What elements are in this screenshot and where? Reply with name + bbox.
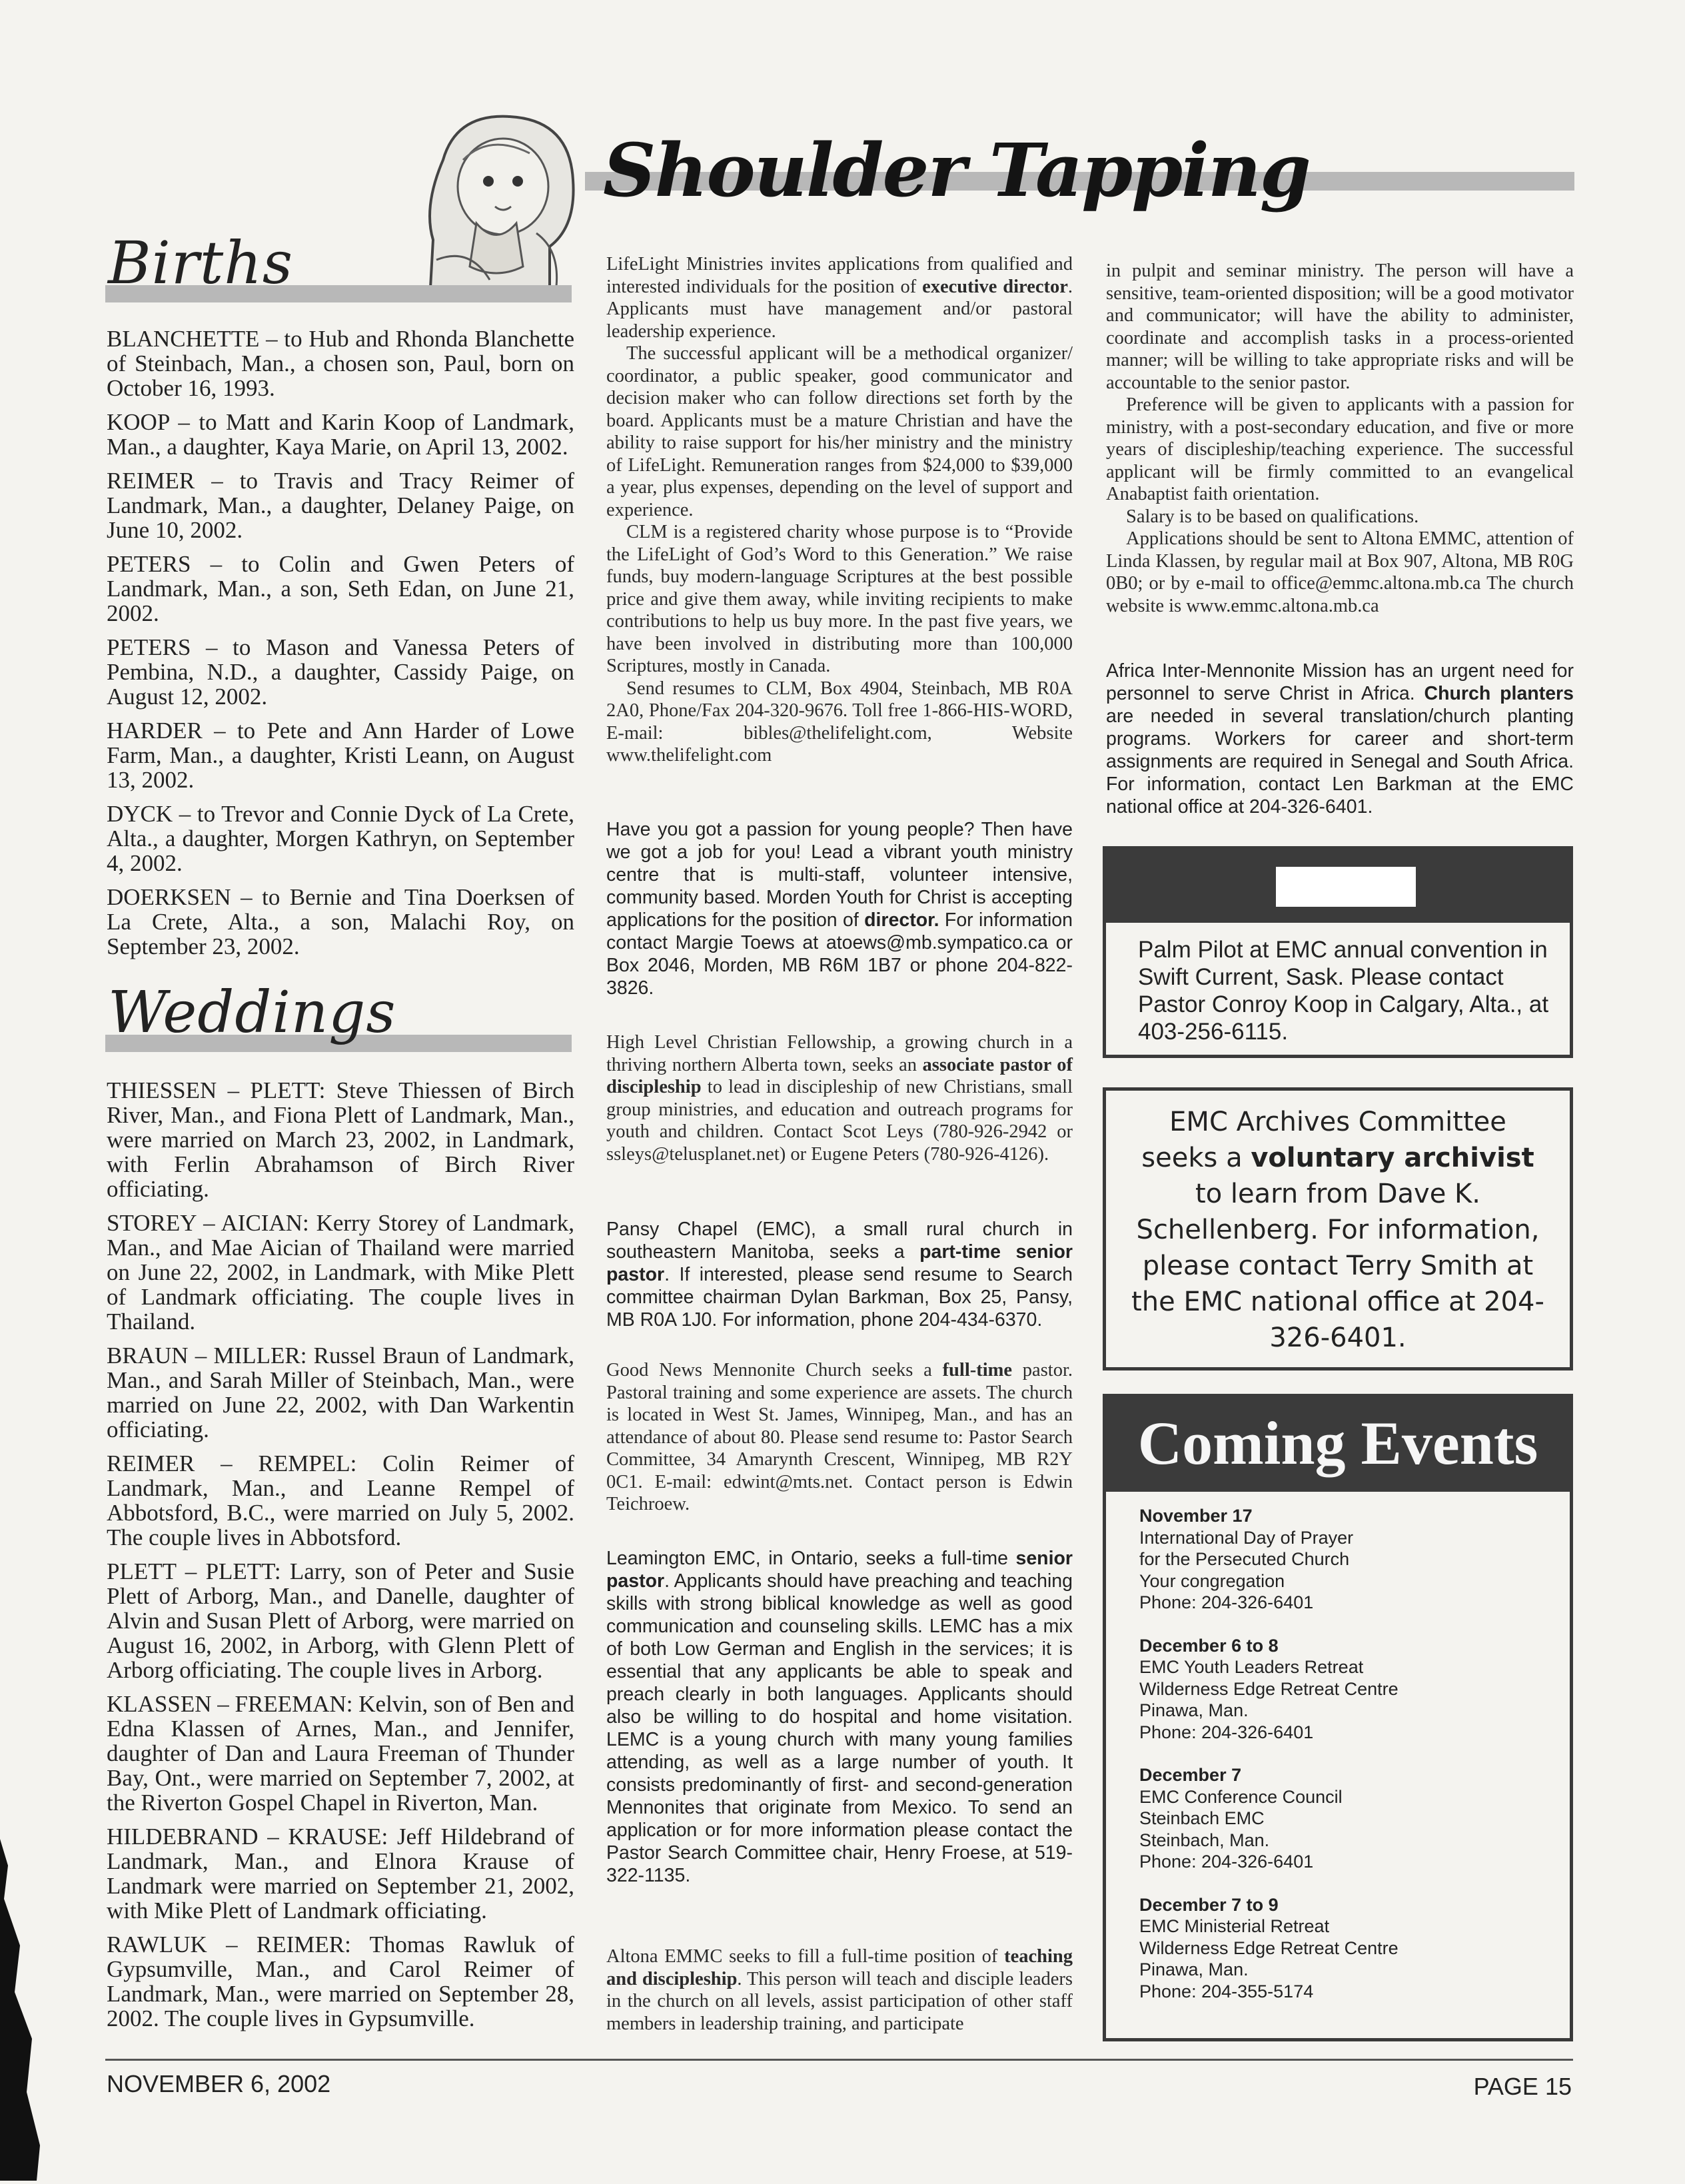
lifelight-text: CLM is a registered charity whose purpose is to “Provide the LifeLight of God’s Word to this Generation.” We raise funds, buy modern-language Scriptures at the best possible price and give them away, while inviting recipients to make contributions to help us buy more. In the past five years, we have been involved in distributing more than 100,000 Scriptures, mostly in Canada. bbox=[606, 522, 1073, 676]
pansy-ad bbox=[606, 1218, 1073, 1331]
altona-position: teaching and discipleship bbox=[606, 1946, 1073, 1989]
event-title: EMC Ministerial Retreat bbox=[1139, 1916, 1330, 1936]
event-date: November 17 bbox=[1139, 1506, 1253, 1526]
highlevel-ad bbox=[606, 1031, 1073, 1165]
weddings-list bbox=[107, 1078, 574, 2040]
altona-ad-continued bbox=[1106, 260, 1574, 617]
pansy-contact: . If interested, please send resume to Search committee chairman Dylan Barkman, Box 25, Pansy, MB R0A 1J0. For information, phone 204-434-6370. bbox=[606, 1264, 1073, 1331]
event-location: Pinawa, Man. bbox=[1139, 1700, 1249, 1720]
wedding-entry: BRAUN – MILLER: Russel Braun of Landmark, Man., and Sarah Miller of Steinbach, Man., were married on June 22, 2002, with Dan Warkentin officiating. bbox=[107, 1343, 574, 1442]
pansy-text: Pansy Chapel (EMC), a small rural church in southeastern Manitoba, seeks a bbox=[606, 1219, 1073, 1263]
event-item bbox=[1139, 1635, 1543, 1744]
event-title: EMC Youth Leaders Retreat bbox=[1139, 1657, 1364, 1677]
event-location: Pinawa, Man. bbox=[1139, 1959, 1249, 1979]
wedding-entry: THIESSEN – PLETT: Steve Thiessen of Birch River, Man., and Fiona Plett of Landmark, Man., were married on March 23, 2002, in Landmark, with Ferlin Abrahamson of Birch River officiating. bbox=[107, 1077, 574, 1202]
palm-pilot-box bbox=[1103, 846, 1573, 1058]
highlevel-position: associate pastor of discipleship bbox=[606, 1054, 1073, 1097]
goodnews-text: Good News Mennonite Church seeks a bbox=[606, 1360, 943, 1380]
event-date: December 7 to 9 bbox=[1139, 1894, 1279, 1915]
weddings-heading: Weddings bbox=[108, 979, 396, 1046]
wedding-entry: RAWLUK – REIMER: Thomas Rawluk of Gypsumville, Man., and Carol Reimer of Landmark, Man., were married on September 28, 2002. The couple lives in Gypsumville. bbox=[107, 1931, 574, 2031]
lifelight-text: LifeLight Ministries invites applications from qualified and interested individuals for the position of bbox=[606, 254, 1073, 297]
event-venue: Wilderness Edge Retreat Centre bbox=[1139, 1937, 1399, 1958]
morden-position: director. bbox=[864, 909, 939, 931]
morden-ad bbox=[606, 818, 1073, 999]
event-phone: Phone: 204-355-5174 bbox=[1139, 1981, 1314, 2001]
footer-rule bbox=[105, 2059, 1573, 2061]
birth-entry: BLANCHETTE – to Hub and Rhonda Blanchette of Steinbach, Man., a chosen son, Paul, born on October 16, 1993. bbox=[107, 326, 574, 401]
event-phone: Phone: 204-326-6401 bbox=[1139, 1722, 1314, 1742]
leamington-ad bbox=[606, 1547, 1073, 1887]
wedding-entry: HILDEBRAND – KRAUSE: Jeff Hildebrand of Landmark, Man., and Elnora Krause of Landmark were married on September 21, 2002, with Mike Plett of Landmark officiating. bbox=[107, 1824, 574, 1923]
archives-text bbox=[1130, 1104, 1546, 1356]
event-item bbox=[1139, 1505, 1543, 1614]
footer-date: NOVEMBER 6, 2002 bbox=[107, 2070, 331, 2097]
event-detail: for the Persecuted Church bbox=[1139, 1549, 1350, 1569]
lifelight-text: . Applicants must have management and/or pastoral leadership experience. bbox=[606, 276, 1073, 342]
morden-contact: For information contact Margie Toews at atoews@mb.sympatico.ca or Box 2046, Morden, MB R6M 1B7 or phone 204-822-3826. bbox=[606, 909, 1073, 999]
birth-entry: KOOP – to Matt and Karin Koop of Landmark, Man., a daughter, Kaya Marie, on April 13, 2002. bbox=[107, 409, 574, 460]
coming-events-banner bbox=[1106, 1397, 1570, 1492]
birth-entry: HARDER – to Pete and Ann Harder of Lowe Farm, Man., a daughter, Kristi Leann, on August 13, 2002. bbox=[107, 718, 574, 793]
leamington-position: senior pastor bbox=[606, 1548, 1073, 1592]
morden-text: Have you got a passion for young people? Then have we got a job for you! Lead a vibrant youth ministry centre that is multi-staff, volunteer intensive, community based. Morden Youth for Christ is accepting applications for the position of bbox=[606, 819, 1073, 931]
goodnews-position: full-time bbox=[942, 1360, 1013, 1380]
africa-text: Africa Inter-Mennonite Mission has an urgent need for personnel to serve Christ in Africa. bbox=[1106, 660, 1574, 704]
event-venue: Steinbach EMC bbox=[1139, 1808, 1265, 1828]
wedding-entry: PLETT – PLETT: Larry, son of Peter and Susie Plett of Arborg, Man., and Danelle, daughter of Alvin and Susan Plett of Arborg, were married on August 16, 2002, in Arborg, with Glenn Plett of Arborg officiating. The couple lives in Arborg. bbox=[107, 1558, 574, 1683]
lifelight-text: The successful applicant will be a methodical organizer/ coordinator, a public speaker, good communicator and decision maker who can follow directions set forth by the board. Applicants must be a mature Christian and have the ability to raise support for his/her ministry and the ministry of LifeLight. Remuneration ranges from $24,000 to $39,000 a year, plus expenses, depending on the level of support and experience. bbox=[606, 343, 1073, 520]
altona-text: Preference will be given to applicants with a passion for ministry, with a post-secondary education, and five or more years of discipleship/teaching experience. The successful applicant will be firmly committed to an evangelical Anabaptist faith orientation. bbox=[1106, 394, 1574, 504]
birth-entry: PETERS – to Mason and Vanessa Peters of Pembina, N.D., a daughter, Cassidy Paige, on August 12, 2002. bbox=[107, 634, 574, 710]
leamington-text: . Applicants should have preaching and teaching skills with strong biblical knowledge as well as good communication and counseling skills. LEMC has a mix of both Low German and English in the services; it is essential that any applicants be able to speak and preach clearly in both languages. Applicants should also be willing to do hospital and home visitation. LEMC is a young church with many young families attending, as well as a large number of youth. It consists predominantly of first- and second-generation Mennonites that originate from Mexico. To send an application or for more information please contact the Pastor Search Committee chair, Henry Froese, at 519-322-1135. bbox=[606, 1570, 1073, 1886]
lifelight-contact: Send resumes to CLM, Box 4904, Steinbach, MB R0A 2A0, Phone/Fax 204-320-9676. Toll free 1-866-HIS-WORD, E-mail: bibles@thelifelight.com, Website www.thelifelight.com bbox=[606, 678, 1073, 766]
event-date: December 7 bbox=[1139, 1765, 1242, 1785]
births-heading: Births bbox=[108, 229, 294, 297]
event-phone: Phone: 204-326-6401 bbox=[1139, 1592, 1314, 1612]
torn-edge-shadow bbox=[0, 1839, 40, 2181]
archives-text-part: EMC Archives Committee seeks a bbox=[1141, 1107, 1506, 1173]
archives-contact: to learn from Dave K. Schellenberg. For information, please contact Terry Smith at the EMC national office at 204-326-6401. bbox=[1131, 1179, 1544, 1353]
births-list bbox=[107, 326, 574, 968]
highlevel-contact: to lead in discipleship of new Christians, small group ministries, and education and outreach programs for youth and children. Contact Scot Leys (780-926-2942 or ssleys@telusplanet.net) or Eugene Peters (780-926-4126). bbox=[606, 1077, 1073, 1165]
palm-pilot-text: Palm Pilot at EMC annual convention in Swift Current, Sask. Please contact Pastor Conroy Koop in Calgary, Alta., at 403-256-6115. bbox=[1138, 937, 1549, 1045]
event-title: International Day of Prayer bbox=[1139, 1527, 1354, 1548]
altona-contact: Applications should be sent to Altona EMMC, attention of Linda Klassen, by regular mail at Box 907, Altona, MB R0G 0B0; or by e-mail to office@emmc.altona.mb.ca The church website is www.emmc.altona.mb.ca bbox=[1106, 528, 1574, 616]
events-list bbox=[1139, 1505, 1543, 2023]
altona-text: in pulpit and seminar ministry. The person will have a sensitive, team-oriented disposition; will be a good motivator and communicator; will have the ability to administer, coordinate and accomplish tasks in a process-oriented manner; will be willing to take appropriate risks and will be accountable to the senior pastor. bbox=[1106, 261, 1574, 393]
archives-position: voluntary archivist bbox=[1251, 1143, 1534, 1173]
wedding-entry: STOREY – AICIAN: Kerry Storey of Landmark, Man., and Mae Aician of Thailand were married on June 22, 2002, in Landmark, with Mike Plett of Landmark officiating. The couple lives in Thailand. bbox=[107, 1210, 574, 1335]
event-location: Your congregation bbox=[1139, 1570, 1285, 1591]
event-venue: Wilderness Edge Retreat Centre bbox=[1139, 1678, 1399, 1699]
event-item bbox=[1139, 1894, 1543, 2003]
wedding-entry: KLASSEN – FREEMAN: Kelvin, son of Ben and Edna Klassen of Arnes, Man., and Jennifer, daughter of Dan and Laura Freeman of Thunder Bay, Ont., were married on September 7, 2002, at the Riverton Gospel Chapel in Riverton, Man. bbox=[107, 1691, 574, 1816]
archives-box bbox=[1103, 1087, 1573, 1370]
event-item bbox=[1139, 1764, 1543, 1873]
altona-ad bbox=[606, 1945, 1073, 2035]
birth-entry: DOERKSEN – to Bernie and Tina Doerksen of La Crete, Alta., a son, Malachi Roy, on September 23, 2002. bbox=[107, 884, 574, 959]
africa-position: Church planters bbox=[1424, 683, 1574, 704]
highlevel-text: High Level Christian Fellowship, a growing church in a thriving northern Alberta town, seeks an bbox=[606, 1032, 1073, 1075]
goodnews-contact: pastor. Pastoral training and some experience are assets. The church is located in West St. James, Winnipeg, Man., and has an attendance of about 80. Please send resume to: Pastor Search Committee, 34 Amarynth Crescent, Winnipeg, MB R2Y 0C1. E-mail: edwint@mts.net. Contact person is Edwin Teichroew. bbox=[606, 1360, 1073, 1514]
pansy-position: part-time senior pastor bbox=[606, 1241, 1073, 1285]
footer-page-number: PAGE 15 bbox=[1473, 2073, 1572, 2100]
coming-events-box bbox=[1103, 1394, 1573, 2041]
africa-ad bbox=[1106, 660, 1574, 818]
africa-contact: are needed in several translation/church planting programs. Workers for career and short-term assignments are required in Senegal and South Africa. For information, contact Len Barkman at the EMC national office at 204-326-6401. bbox=[1106, 706, 1574, 818]
birth-entry: DYCK – to Trevor and Connie Dyck of La Crete, Alta., a daughter, Morgen Kathryn, on September 4, 2002. bbox=[107, 801, 574, 876]
goodnews-ad bbox=[606, 1359, 1073, 1516]
palm-pilot-banner bbox=[1106, 849, 1570, 923]
altona-text: Altona EMMC seeks to fill a full-time position of bbox=[606, 1946, 1005, 1967]
palm-pilot-banner-label bbox=[1276, 867, 1416, 907]
page-title: Shoulder Tapping bbox=[603, 127, 1310, 213]
wedding-entry: REIMER – REMPEL: Colin Reimer of Landmark, Man., and Leanne Rempel of Abbotsford, B.C., were married on July 5, 2002. The couple lives in Abbotsford. bbox=[107, 1450, 574, 1550]
event-date: December 6 to 8 bbox=[1139, 1635, 1279, 1656]
baby-illustration bbox=[416, 107, 586, 306]
event-title: EMC Conference Council bbox=[1139, 1786, 1343, 1807]
lifelight-position: executive director bbox=[922, 276, 1068, 297]
event-phone: Phone: 204-326-6401 bbox=[1139, 1852, 1314, 1872]
altona-salary: Salary is to be based on qualifications. bbox=[1126, 506, 1419, 527]
lifelight-ad bbox=[606, 253, 1073, 767]
leamington-text: Leamington EMC, in Ontario, seeks a full-time bbox=[606, 1548, 1016, 1569]
altona-text: . This person will teach and disciple leaders in the church on all levels, assist participation of other staff members in leadership training, and participate bbox=[606, 1968, 1073, 2034]
coming-events-heading: Coming Events bbox=[1137, 1409, 1538, 1477]
birth-entry: PETERS – to Colin and Gwen Peters of Landmark, Man., a son, Seth Edan, on June 21, 2002. bbox=[107, 551, 574, 626]
birth-entry: REIMER – to Travis and Tracy Reimer of Landmark, Man., a daughter, Delaney Paige, on June 10, 2002. bbox=[107, 468, 574, 543]
event-location: Steinbach, Man. bbox=[1139, 1830, 1270, 1850]
